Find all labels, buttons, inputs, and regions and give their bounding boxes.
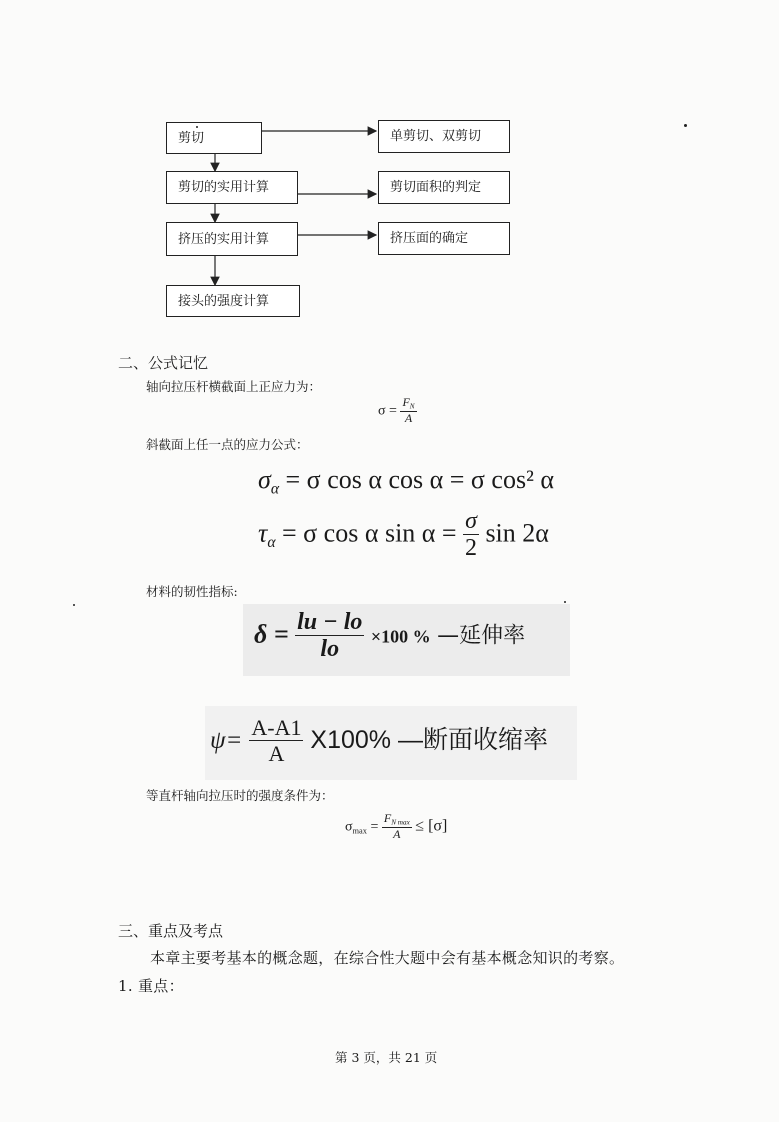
reduction-area-formula: ψ= $\frac{A-A1}{A}$ X100% —断面收缩率: [210, 715, 549, 767]
axial-stress-label: 轴向拉压杆横截面上正应力为：: [146, 379, 322, 394]
section-3-paragraph: 本章主要考基本的概念题，在综合性大题中会有基本概念知识的考察。: [150, 949, 625, 967]
sigma-alpha-formula: $\sigma_\alpha = \sigma$ cos α cos α = σ cos² α: [258, 465, 555, 498]
flow-box-bearing-surface: 挤压面的确定: [378, 222, 510, 255]
toughness-label: 材料的韧性指标:: [146, 584, 238, 599]
strength-condition-label: 等直杆轴向拉压时的强度条件为：: [146, 788, 334, 803]
section-3-heading: 三、重点及考点: [118, 922, 224, 940]
scan-speck: [196, 126, 198, 128]
flow-box-bearing-practical: 挤压的实用计算: [166, 222, 298, 256]
flow-box-shear-practical: 剪切的实用计算: [166, 171, 298, 204]
scan-speck: [684, 124, 687, 127]
page-number-footer: 第 3 页，共 21 页: [335, 1050, 438, 1065]
tau-alpha-formula: $\tau_\alpha = \sigma$ cos α sin α = $\frac{\sigma}{2}$ sin 2α: [258, 508, 549, 562]
flow-box-single-double-shear: 单剪切、双剪切: [378, 120, 510, 153]
elongation-formula: δ = $\frac{lu - lo}{lo}$ ×100 % —延伸率: [254, 609, 526, 663]
strength-condition-formula: $\sigma_{max}$ = $\frac{F_{N max}}{A}$ ≤ [σ]: [345, 811, 448, 842]
oblique-section-label: 斜截面上任一点的应力公式：: [146, 437, 309, 452]
flow-box-joint-strength: 接头的强度计算: [166, 285, 300, 317]
scan-speck: [564, 601, 566, 603]
flowchart-connectors: [0, 0, 779, 330]
key-points-item: 1. 重点：: [118, 977, 184, 995]
flow-box-shear: 剪切: [166, 122, 262, 154]
flow-box-shear-area: 剪切面积的判定: [378, 171, 510, 204]
section-2-heading: 二、公式记忆: [118, 354, 209, 372]
axial-stress-formula: σ = $\frac{F_N}{A}$: [378, 395, 415, 426]
scan-speck: [73, 604, 75, 606]
